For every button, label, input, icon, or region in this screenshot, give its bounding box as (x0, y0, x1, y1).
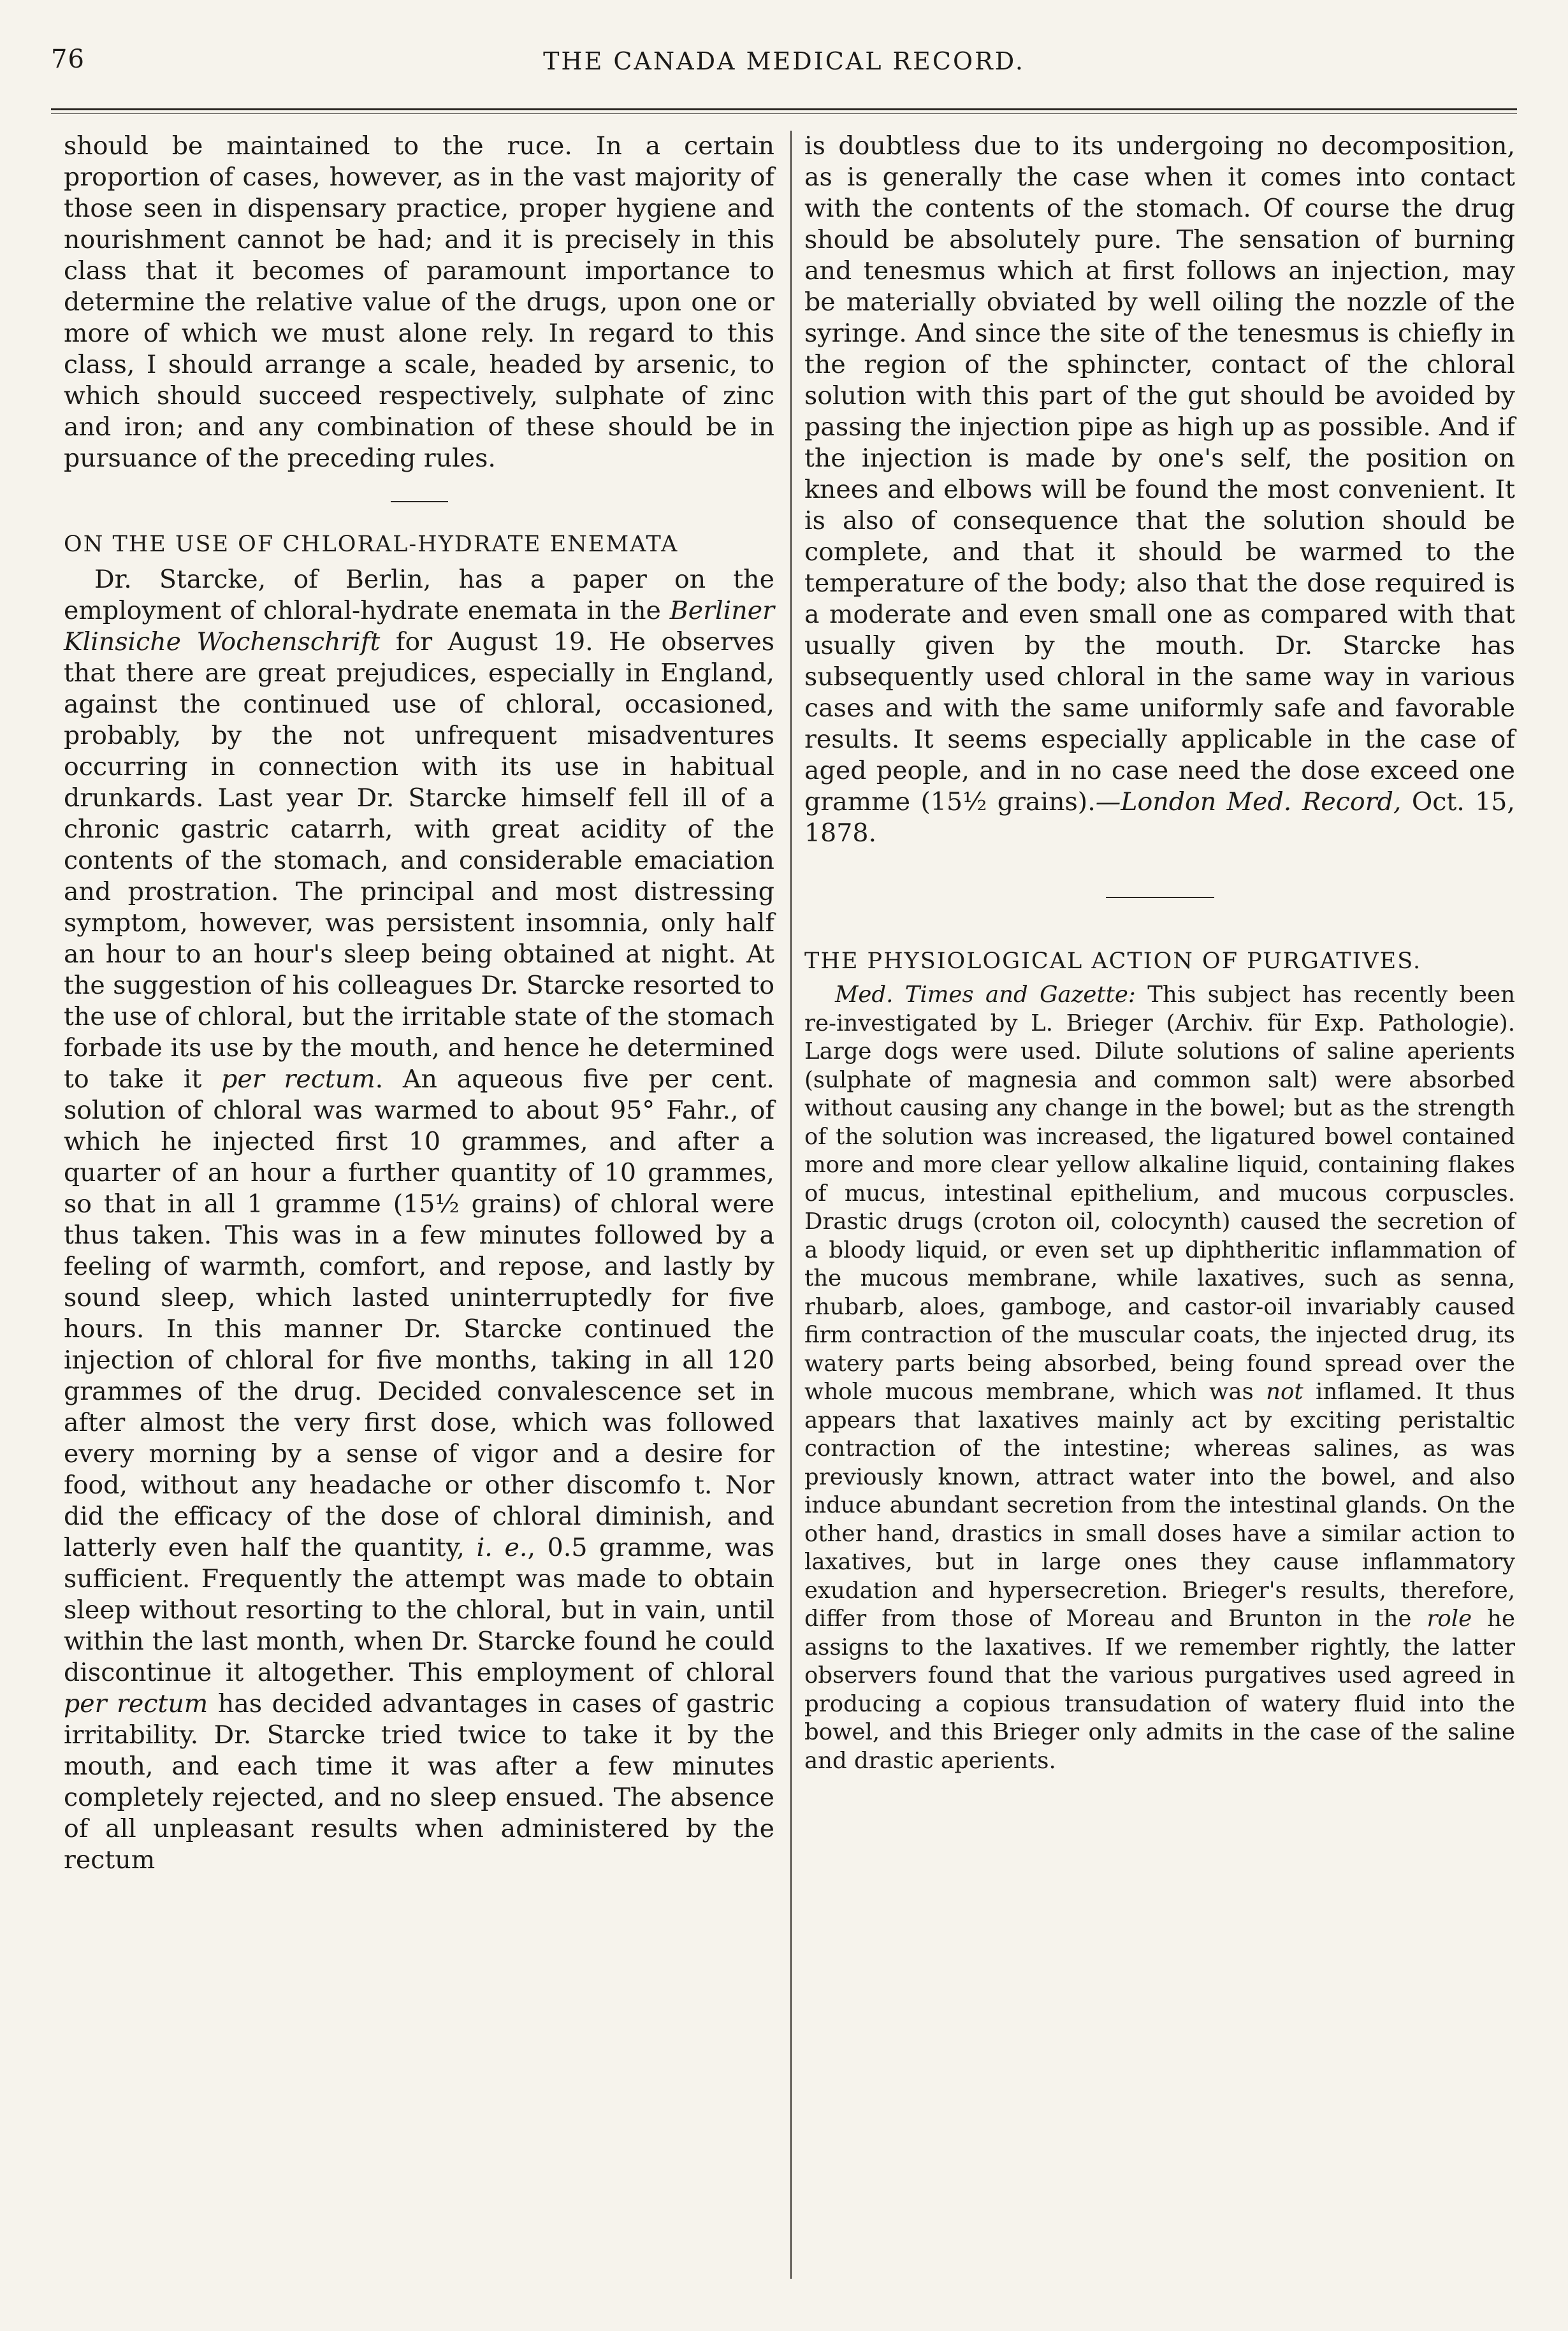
article-heading-purgatives: THE PHYSIOLOGICAL ACTION OF PURGATIVES. (804, 948, 1422, 974)
article-body-chloral (64, 564, 774, 1876)
latin-term: per rectum (64, 1689, 208, 1718)
body-text: Dr. Starcke, of Berlin, has a paper on the employment of chloral-hydrate enemata in the (64, 565, 774, 625)
source-date: Oct. 15, 1878. (804, 787, 1515, 848)
column-divider (790, 131, 792, 2279)
section-separator (391, 501, 448, 502)
running-head: THE CANADA MEDICAL RECORD. (543, 47, 1025, 75)
source-journal: Med. Times and Gazette: (835, 982, 1136, 1008)
source-citation: —London Med. Record, (1095, 787, 1402, 817)
intro-paragraph: should be maintained to the ruce. In a certain proportion of cases, however, as in the vast majority of those seen in dispensary practice, proper hygiene and nourishment cannot be had; and it is precisely in this class that it becomes of paramount importance to determine the relative value of the drugs, upon one or more of which we must alone rely. In regard to this class, I should arrange a scale, headed by arsenic, to which should succeed respectively, sulphate of zinc and iron; and any combination of these should be in pursuance of the preceding rules. (64, 131, 774, 473)
body-text: he assigns to the laxatives. If we remember rightly, the latter observers found that the various purgatives used agreed in producing a copious transudation of watery fluid into the bowel, and this Brieger only admits in the case of the saline and drastic aperients. (804, 1606, 1515, 1774)
article-separator (1106, 897, 1214, 898)
body-text: This subject has recently been re-investigated by L. Brieger (Archiv. für Exp. Pathologie). Large dogs were used. Dilute solutions of saline aperients (sulphate of magnesia and common salt) were absorbed without causing any change in the bowel; but as the strength of the solution was increased, the ligatured bowel contained more and more clear yellow alkaline liquid, containing flakes of mucus, intestinal epithelium, and mucous corpuscles. Drastic drugs (croton oil, colocynth) caused the secretion of a bloody liquid, or even set up diphtheritic inflammation of the mucous membrane, while laxatives, such as senna, rhubarb, aloes, gamboge, and castor-oil invariably caused firm contraction of the muscular coats, the injected drug, its watery parts being absorbed, being found spread over the whole mucous membrane, which was (804, 982, 1515, 1405)
emphasis-word: role (1426, 1606, 1472, 1632)
emphasis-word: not (1266, 1379, 1303, 1405)
header-rule-thin (51, 113, 1517, 114)
article-heading-chloral: ON THE USE OF CHLORAL-HYDRATE ENEMATA (64, 532, 679, 557)
article-continuation-chloral (804, 131, 1515, 849)
page-number: 76 (51, 45, 85, 74)
body-text: , 0.5 gramme, was sufficient. Frequently the attempt was made to obtain sleep without resorting to the chloral, but in vain, until within the last month, when Dr. Starcke found he could discontinue it altogether. This employment of chloral (64, 1533, 775, 1687)
body-text: is doubtless due to its undergoing no decomposition, as is generally the case when it comes into contact with the contents of the stomach. Of course the drug should be absolutely pure. The sensation of burning and tenesmus which at first follows an injection, may be materially obviated by well oiling the nozzle of the syringe. And since the site of the tenesmus is chiefly in the region of the sphincter, contact of the chloral solution with this part of the gut should be avoided by passing the injection pipe as high up as possible. And if the injection is made by one's self, the position on knees and elbows will be found the most convenient. It is also of consequence that the solution should be complete, and that it should be warmed to the temperature of the body; also that the dose required is a moderate and even small one as compared with that usually given by the mouth. Dr. Starcke has subsequently used chloral in the same way in various cases and with the same uniformly safe and favorable results. It seems especially applicable in the case of aged people, and in no case need the dose exceed one gramme (15½ grains). (804, 131, 1515, 817)
latin-abbrev: i. e. (476, 1533, 528, 1562)
journal-title: Berliner Klinsiche Wochenschrift (64, 596, 774, 657)
body-text: for August 19. He observes that there are great prejudices, especially in England, against the continued use of chloral, occasioned, probably, by the not unfrequent misadventures occurring in connection with its use in habitual drunkards. Last year Dr. Starcke himself fell ill of a chronic gastric catarrh, with great acidity of the contents of the stomach, and considerable emaciation and prostration. The principal and most distressing symptom, however, was persistent insomnia, only half an hour to an hour's sleep being obtained at night. At the suggestion of his colleagues Dr. Starcke resorted to the use of chloral, but the irritable state of the stomach forbade its use by the mouth, and hence he determined to take it (64, 627, 774, 1094)
body-text: . An aqueous five per cent. solution of chloral was warmed to about 95° Fahr., of which he injected first 10 grammes, and after a quarter of an hour a further quantity of 10 grammes, so that in all 1 gramme (15½ grains) of chloral were thus taken. This was in a few minutes followed by a feeling of warmth, comfort, and repose, and lastly by sound sleep, which lasted uninterruptedly for five hours. In this manner Dr. Starcke continued the injection of chloral for five months, taking in all 120 grammes of the drug. Decided convalescence set in after almost the very first dose, which was followed every morning by a sense of vigor and a desire for food, without any headache or other discomfo t. Nor did the efficacy of the dose of chloral diminish, and latterly even half the quantity, (64, 1064, 774, 1562)
left-column (64, 131, 774, 2286)
article-body-purgatives (804, 981, 1515, 1775)
page-header (51, 45, 1517, 89)
body-text: inflamed. It thus appears that laxatives mainly act by exciting peristaltic contraction of the intestine; whereas salines, as was previously known, attract water into the bowel, and also induce abundant secretion from the intestinal glands. On the other hand, drastics in small doses have a similar action to laxatives, but in large ones they cause inflammatory exudation and hypersecretion. Brieger's results, therefore, differ from those of Moreau and Brunton in the (804, 1379, 1515, 1632)
right-column (804, 131, 1515, 2286)
header-rule (51, 108, 1517, 110)
latin-term: per rectum (221, 1064, 375, 1094)
body-text: has decided advantages in cases of gastric irritability. Dr. Starcke tried twice to take it by the mouth, and each time it was after a few minutes completely rejected, and no sleep ensued. The absence of all unpleasant results when administered by the rectum (64, 1689, 774, 1875)
